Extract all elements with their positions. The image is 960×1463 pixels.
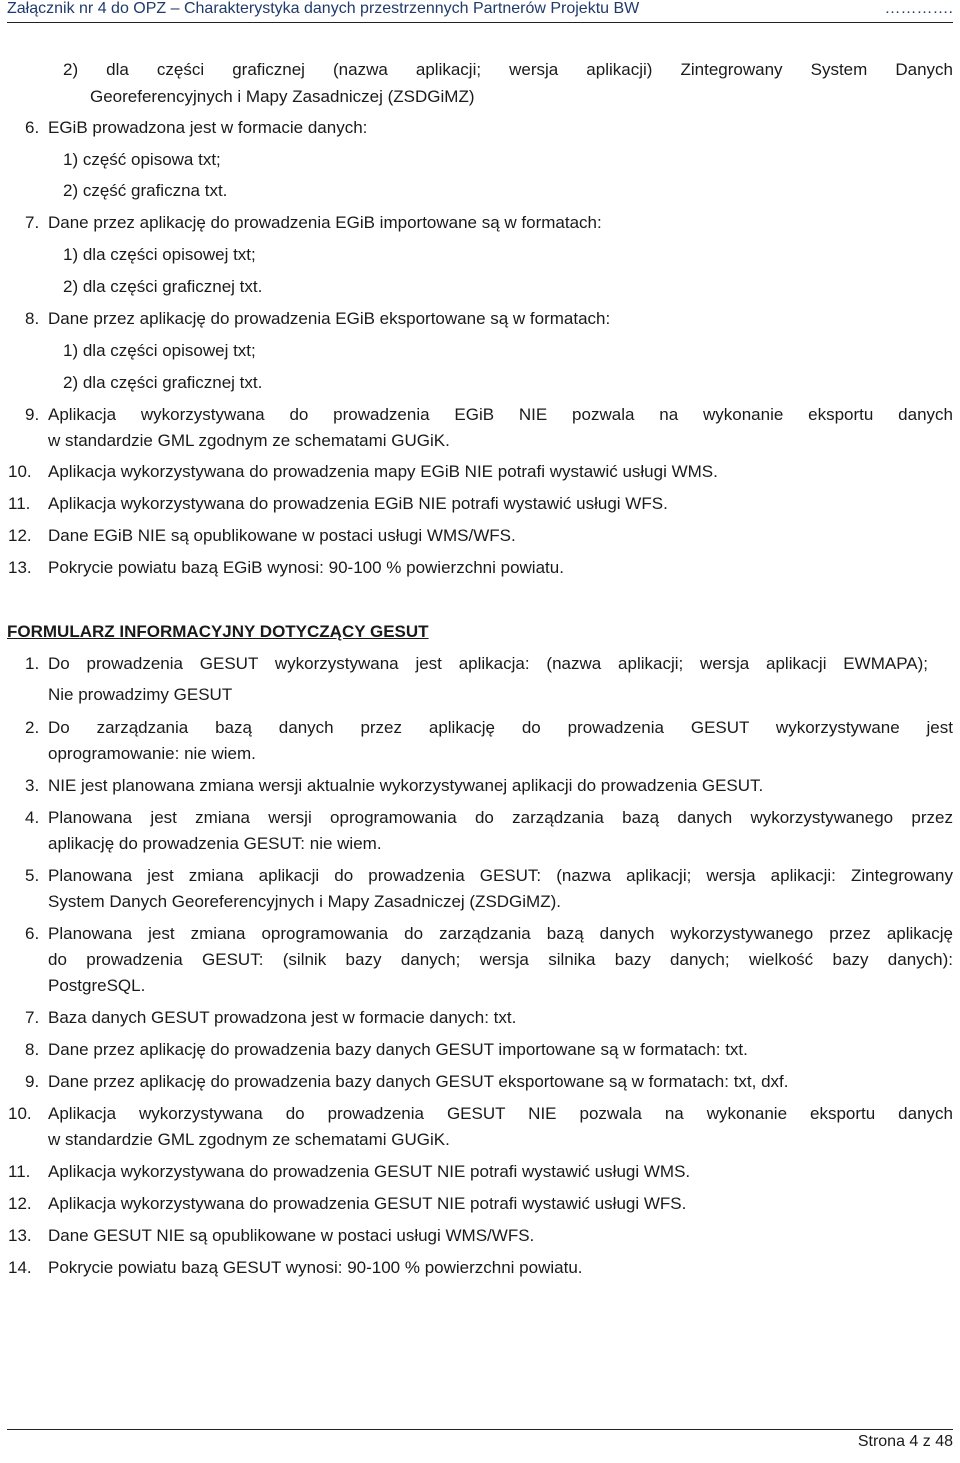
gesut-section-title: FORMULARZ INFORMACYJNY DOTYCZĄCY GESUT xyxy=(7,622,429,641)
gesut-item-6-line-3: PostgreSQL. xyxy=(48,976,146,995)
gesut-item-4-line-2: aplikację do prowadzenia GESUT: nie wiem. xyxy=(48,834,382,853)
gesut-item-14-number: 14. xyxy=(8,1258,32,1277)
gesut-item-6-line-1: Planowana jest zmiana oprogramowania do zarządzania bazą danych wykorzystywanego przez aplikację xyxy=(48,924,953,943)
gesut-item-10-line-2: w standardzie GML zgodnym ze schematami GUGiK. xyxy=(48,1130,450,1149)
egib-item-13-number: 13. xyxy=(8,558,32,577)
gesut-item-13-number: 13. xyxy=(8,1226,32,1245)
gesut-item-8-text: Dane przez aplikację do prowadzenia bazy danych GESUT importowane są w formatach: txt. xyxy=(48,1040,748,1059)
egib-item-7-text: Dane przez aplikację do prowadzenia EGiB importowane są w formatach: xyxy=(48,213,602,232)
egib-item-10-number: 10. xyxy=(8,462,32,481)
gesut-item-5-line-2: System Danych Georeferencyjnych i Mapy Zasadniczej (ZSDGiMZ). xyxy=(48,892,561,911)
egib-item-8-1: 1) dla części opisowej txt; xyxy=(63,341,256,360)
gesut-item-1-line-2: Nie prowadzimy GESUT xyxy=(48,685,233,704)
gesut-item-3-text: NIE jest planowana zmiana wersji aktualnie wykorzystywanej aplikacji do prowadzenia GESUT. xyxy=(48,776,764,795)
gesut-item-13-text: Dane GESUT NIE są opublikowane w postaci usługi WMS/WFS. xyxy=(48,1226,535,1245)
page-number: Strona 4 z 48 xyxy=(857,1433,953,1450)
egib-item-6-2: 2) część graficzna txt. xyxy=(63,181,228,200)
gesut-item-9-text: Dane przez aplikację do prowadzenia bazy danych GESUT eksportowane są w formatach: txt, dxf. xyxy=(48,1072,789,1091)
egib-item-6-1: 1) część opisowa txt; xyxy=(63,150,221,169)
egib-item-7-number: 7. xyxy=(25,213,40,232)
egib-item-9-number: 9. xyxy=(25,405,40,424)
gesut-item-6-number: 6. xyxy=(25,924,40,943)
header-title: Załącznik nr 4 do OPZ – Charakterystyka danych przestrzennych Partnerów Projektu BW xyxy=(7,0,640,17)
gesut-item-12-number: 12. xyxy=(8,1194,32,1213)
gesut-item-8-number: 8. xyxy=(25,1040,40,1059)
gesut-item-2-line-1: Do zarządzania bazą danych przez aplikację do prowadzenia GESUT wykorzystywane jest xyxy=(48,718,953,737)
egib-item-8-number: 8. xyxy=(25,309,40,328)
gesut-item-1-number: 1. xyxy=(25,654,40,673)
gesut-item-12-text: Aplikacja wykorzystywana do prowadzenia GESUT NIE potrafi wystawić usługi WFS. xyxy=(48,1194,687,1213)
egib-item-8-2: 2) dla części graficznej txt. xyxy=(63,373,263,392)
gesut-item-7-number: 7. xyxy=(25,1008,40,1027)
gesut-item-1-line-1: Do prowadzenia GESUT wykorzystywana jest aplikacja: (nazwa aplikacji; wersja aplikacji EWMAPA); xyxy=(48,654,928,673)
gesut-item-14-text: Pokrycie powiatu bazą GESUT wynosi: 90-100 % powierzchni powiatu. xyxy=(48,1258,583,1277)
gesut-item-4-line-1: Planowana jest zmiana wersji oprogramowania do zarządzania bazą danych wykorzystywanego przez xyxy=(48,808,953,827)
egib-item-7-1: 1) dla części opisowej txt; xyxy=(63,245,256,264)
egib-item-12-text: Dane EGiB NIE są opublikowane w postaci usługi WMS/WFS. xyxy=(48,526,516,545)
gesut-item-2-number: 2. xyxy=(25,718,40,737)
egib-item-13-text: Pokrycie powiatu bazą EGiB wynosi: 90-100 % powierzchni powiatu. xyxy=(48,558,564,577)
gesut-item-5-line-1: Planowana jest zmiana aplikacji do prowadzenia GESUT: (nazwa aplikacji; wersja aplikacji: Zintegrowany xyxy=(48,866,953,885)
egib-item-6-text: EGiB prowadzona jest w formacie danych: xyxy=(48,118,368,137)
egib-item-5-2-line-1: 2) dla części graficznej (nazwa aplikacji; wersja aplikacji) Zintegrowany System Danych xyxy=(63,60,953,79)
gesut-item-3-number: 3. xyxy=(25,776,40,795)
egib-item-7-2: 2) dla części graficznej txt. xyxy=(63,277,263,296)
gesut-item-11-number: 11. xyxy=(8,1162,31,1181)
egib-item-9-line-2: w standardzie GML zgodnym ze schematami GUGiK. xyxy=(48,431,450,450)
gesut-item-6-line-2: do prowadzenia GESUT: (silnik bazy danych; wersja silnika bazy danych; wielkość bazy danych): xyxy=(48,950,953,969)
gesut-item-10-line-1: Aplikacja wykorzystywana do prowadzenia GESUT NIE pozwala na wykonanie eksportu danych xyxy=(48,1104,953,1123)
gesut-item-2-line-2: oprogramowanie: nie wiem. xyxy=(48,744,256,763)
egib-item-6-number: 6. xyxy=(25,118,40,137)
page-header xyxy=(7,0,953,23)
egib-item-11-text: Aplikacja wykorzystywana do prowadzenia EGiB NIE potrafi wystawić usługi WFS. xyxy=(48,494,668,513)
gesut-item-7-text: Baza danych GESUT prowadzona jest w formacie danych: txt. xyxy=(48,1008,517,1027)
gesut-item-5-number: 5. xyxy=(25,866,40,885)
gesut-item-9-number: 9. xyxy=(25,1072,40,1091)
header-dots: …………. xyxy=(884,0,953,17)
gesut-item-11-text: Aplikacja wykorzystywana do prowadzenia GESUT NIE potrafi wystawić usługi WMS. xyxy=(48,1162,691,1181)
footer-divider xyxy=(7,1429,953,1430)
egib-item-11-number: 11. xyxy=(8,494,31,513)
egib-item-10-text: Aplikacja wykorzystywana do prowadzenia mapy EGiB NIE potrafi wystawić usługi WMS. xyxy=(48,462,718,481)
egib-item-5-2-line-2: Georeferencyjnych i Mapy Zasadniczej (ZSDGiMZ) xyxy=(90,87,475,106)
egib-item-9-line-1: Aplikacja wykorzystywana do prowadzenia EGiB NIE pozwala na wykonanie eksportu danych xyxy=(48,405,953,424)
egib-item-8-text: Dane przez aplikację do prowadzenia EGiB eksportowane są w formatach: xyxy=(48,309,611,328)
gesut-item-4-number: 4. xyxy=(25,808,40,827)
egib-item-12-number: 12. xyxy=(8,526,32,545)
gesut-item-10-number: 10. xyxy=(8,1104,32,1123)
